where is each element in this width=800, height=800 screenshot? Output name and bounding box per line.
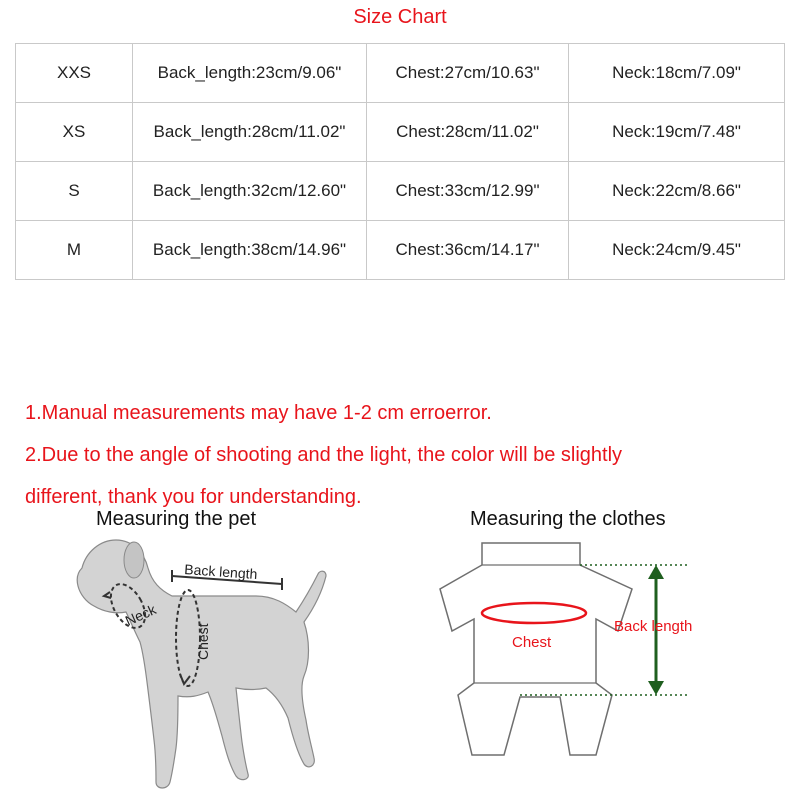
pet-diagram-caption: Measuring the pet	[96, 508, 257, 530]
neck-cell: Neck:24cm/9.45"	[569, 221, 785, 280]
table-row	[16, 221, 785, 280]
clothes-chest-label: Chest	[512, 634, 552, 651]
size-cell: M	[16, 221, 133, 280]
pet-back-length-label: Back length	[183, 561, 258, 583]
back-length-cell: Back_length:38cm/14.96"	[133, 221, 367, 280]
arrow-up-icon	[648, 565, 664, 579]
dog-ear	[124, 542, 144, 578]
size-chart-table	[15, 43, 785, 280]
neck-cell: Neck:19cm/7.48"	[569, 103, 785, 162]
chest-cell: Chest:28cm/11.02"	[367, 103, 569, 162]
clothes-diagram-caption: Measuring the clothes	[470, 508, 666, 530]
table-row	[16, 162, 785, 221]
note-line-1: 1.Manual measurements may have 1-2 cm erroerror.	[25, 402, 492, 424]
size-cell: XS	[16, 103, 133, 162]
chest-cell: Chest:27cm/10.63"	[367, 44, 569, 103]
chest-cell: Chest:36cm/14.17"	[367, 221, 569, 280]
arrow-down-icon	[648, 681, 664, 695]
note-line-2: 2.Due to the angle of shooting and the light, the color will be slightly	[25, 444, 623, 466]
notes	[25, 392, 785, 518]
note-line-3: different, thank you for understanding.	[25, 486, 362, 508]
pet-neck-label: Neck	[122, 601, 159, 629]
size-cell: S	[16, 162, 133, 221]
chest-cell: Chest:33cm/12.99"	[367, 162, 569, 221]
page-title: Size Chart	[353, 6, 447, 28]
back-length-cell: Back_length:28cm/11.02"	[133, 103, 367, 162]
pet-diagram	[60, 530, 350, 800]
back-length-cell: Back_length:32cm/12.60"	[133, 162, 367, 221]
table-row	[16, 103, 785, 162]
size-cell: XXS	[16, 44, 133, 103]
pet-chest-label: Chest	[195, 623, 211, 660]
clothes-diagram	[430, 535, 720, 795]
neck-cell: Neck:22cm/8.66"	[569, 162, 785, 221]
neck-cell: Neck:18cm/7.09"	[569, 44, 785, 103]
back-length-cell: Back_length:23cm/9.06"	[133, 44, 367, 103]
table-row	[16, 44, 785, 103]
clothes-back-length-label: Back length	[614, 618, 693, 635]
